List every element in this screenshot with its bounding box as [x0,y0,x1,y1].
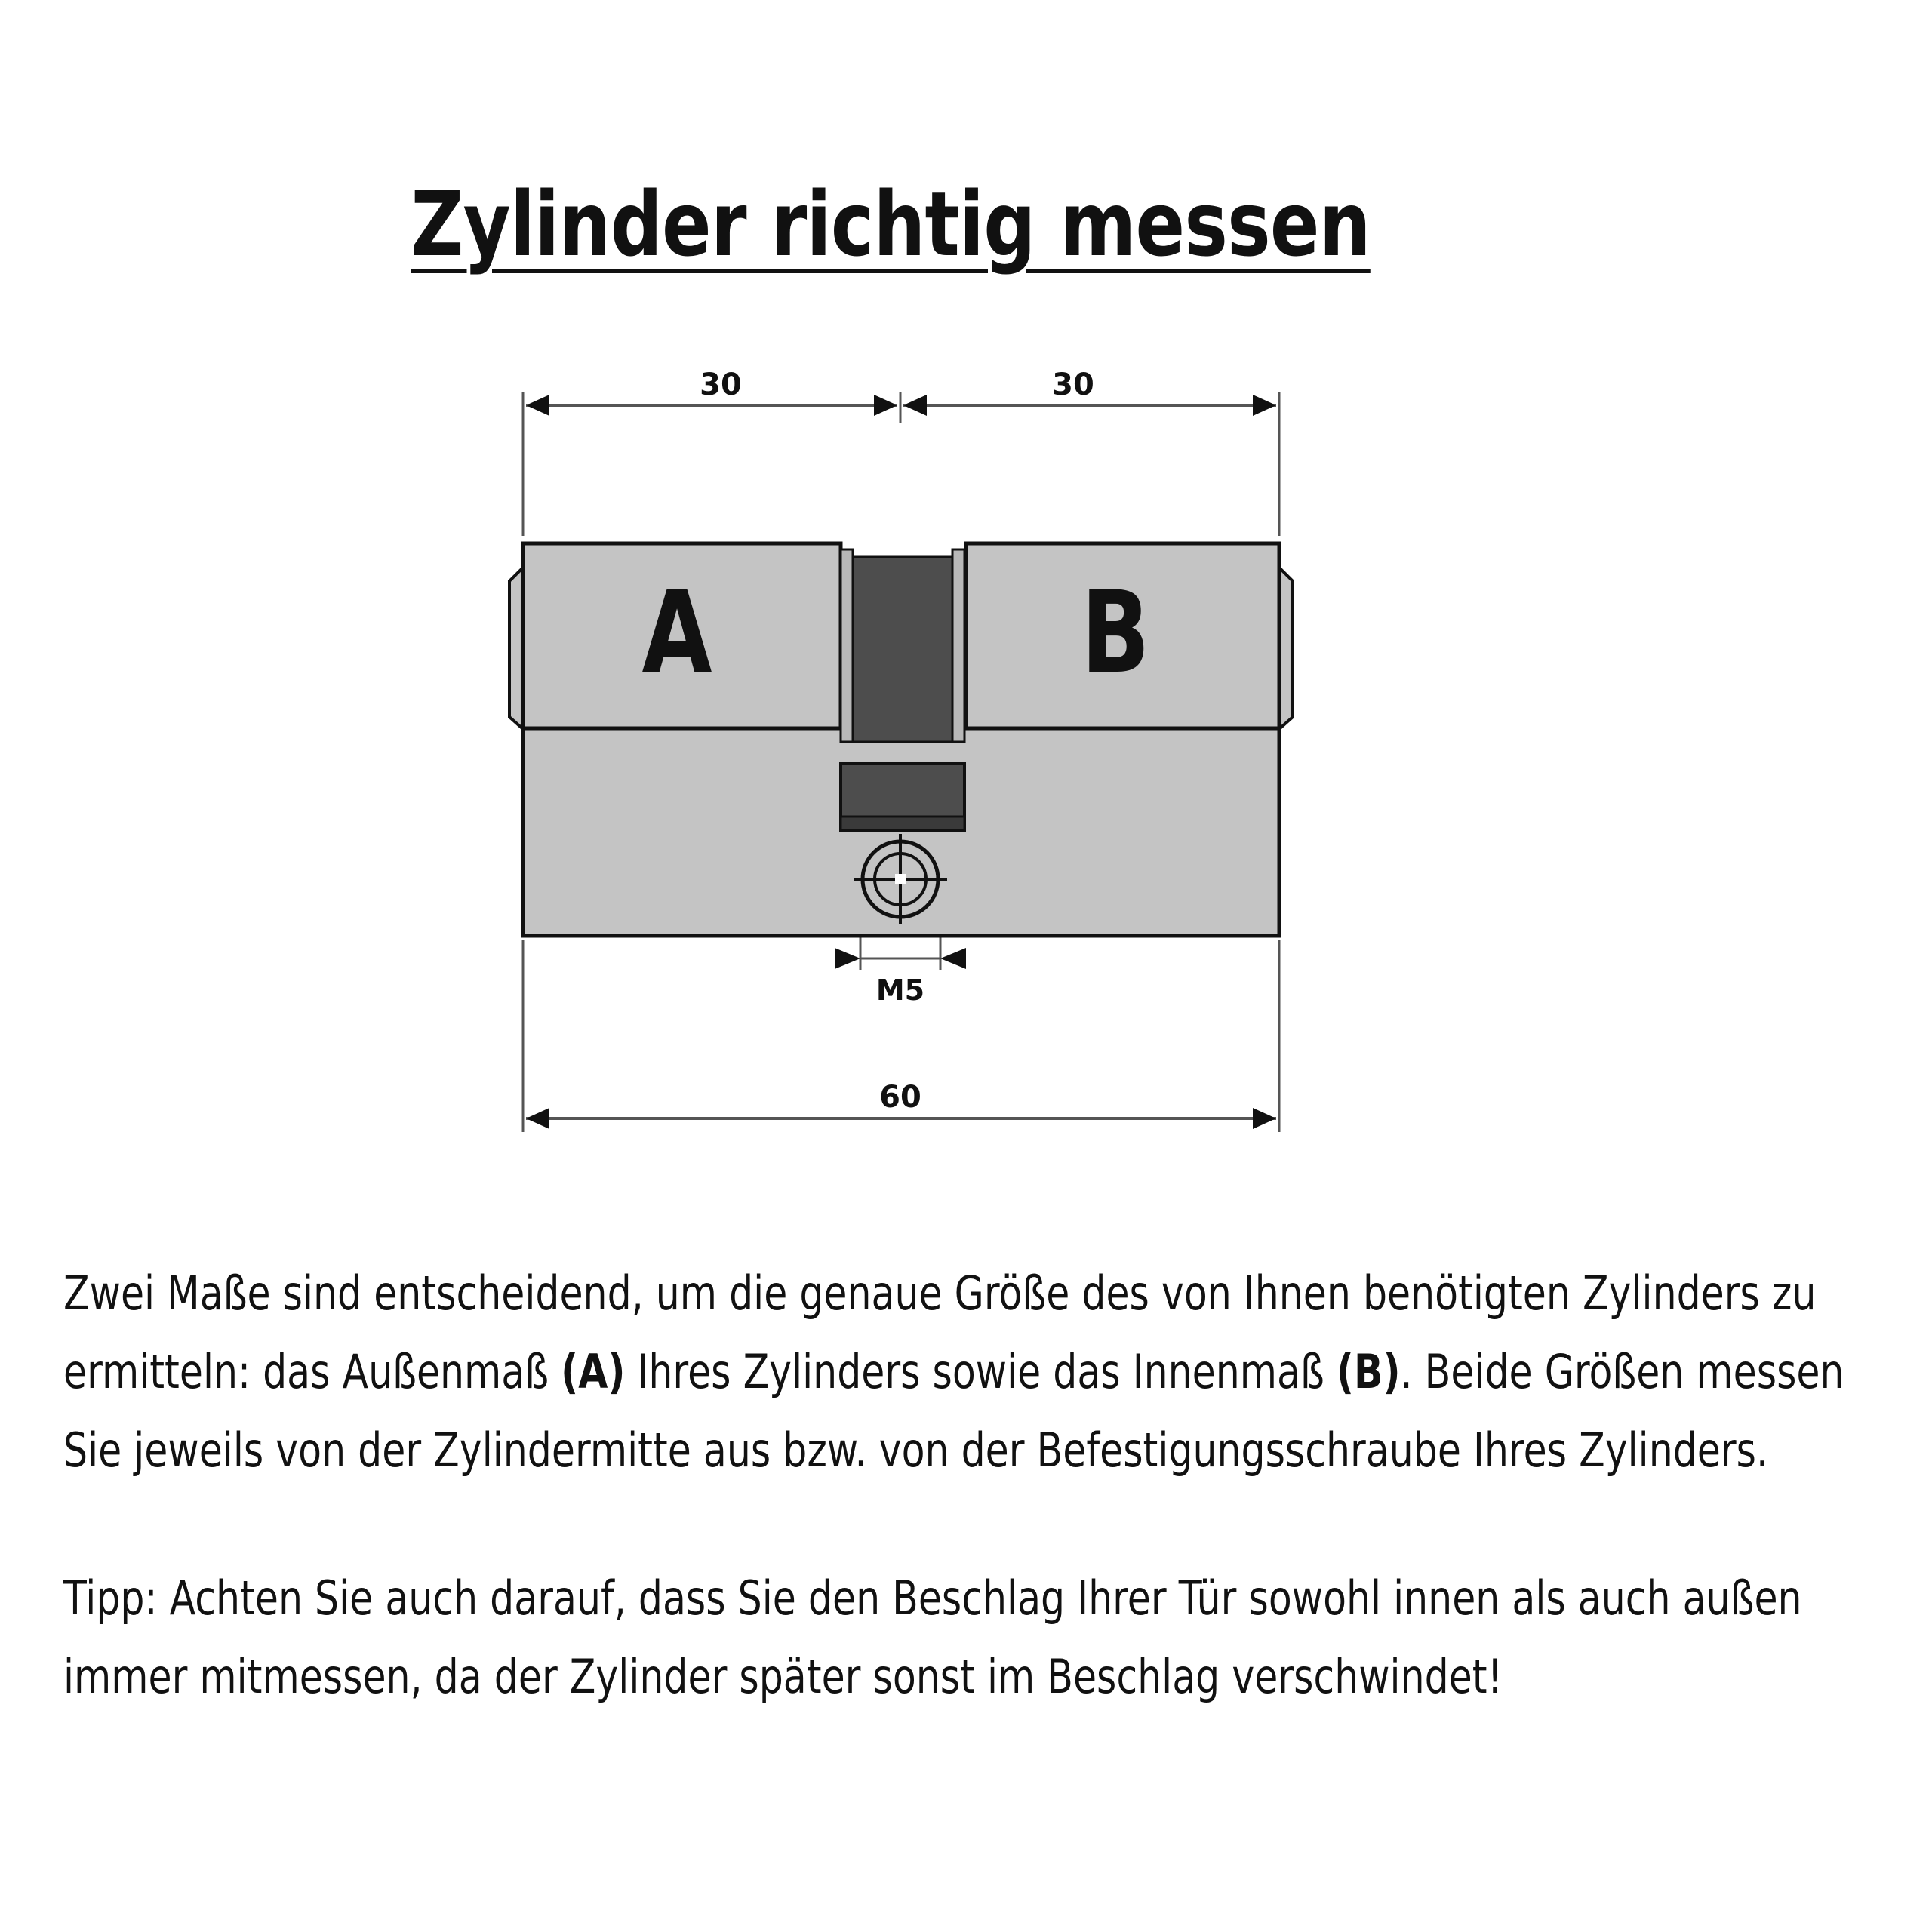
instruction-label-a: (A) [561,1344,626,1399]
instruction-line-3: Sie jeweils von der Zylindermitte aus bzw. von der Befestigungsschraube Ihres Zylinders. [63,1423,1769,1478]
dimension-screw [835,948,966,969]
tip-paragraph [63,1559,1802,1716]
tip-line-2: immer mitmessen, da der Zylinder später sonst im Beschlag verschwindet! [63,1649,1503,1704]
instruction-line-2-part-1: ermitteln: das Außenmaß [63,1344,561,1399]
dimension-label-right: 30 [1052,368,1094,402]
label-a: A [641,567,712,700]
instruction-label-b: (B) [1336,1344,1401,1399]
cam [853,557,952,742]
instruction-line-2-part-3: . Beide Größen messen [1400,1344,1844,1399]
instruction-paragraph [63,1254,1844,1490]
instruction-line-1: Zwei Maße sind entscheidend, um die genaue Größe des von Ihnen benötigten Zylinders zu [63,1266,1817,1321]
instruction-line-2-part-2: Ihres Zylinders sowie das Innenmaß [625,1344,1337,1399]
tip-line-1: Tipp: Achten Sie auch darauf, dass Sie den Beschlag Ihrer Tür sowohl innen als auch außen [63,1571,1802,1626]
cam-slot-left-rib [841,549,853,742]
label-b: B [1081,567,1150,700]
cam-slot-right-rib [952,549,964,742]
dimension-label-total: 60 [879,1080,921,1115]
dimension-label-screw: M5 [875,974,925,1007]
page-title-text: Zylinder richtig messen [411,172,1371,276]
cam-base-strip [841,817,964,830]
instruction-line-2 [63,1333,1844,1411]
chamfer-right [1279,568,1293,729]
chamfer-left [509,568,523,729]
dimension-label-left: 30 [700,368,742,402]
